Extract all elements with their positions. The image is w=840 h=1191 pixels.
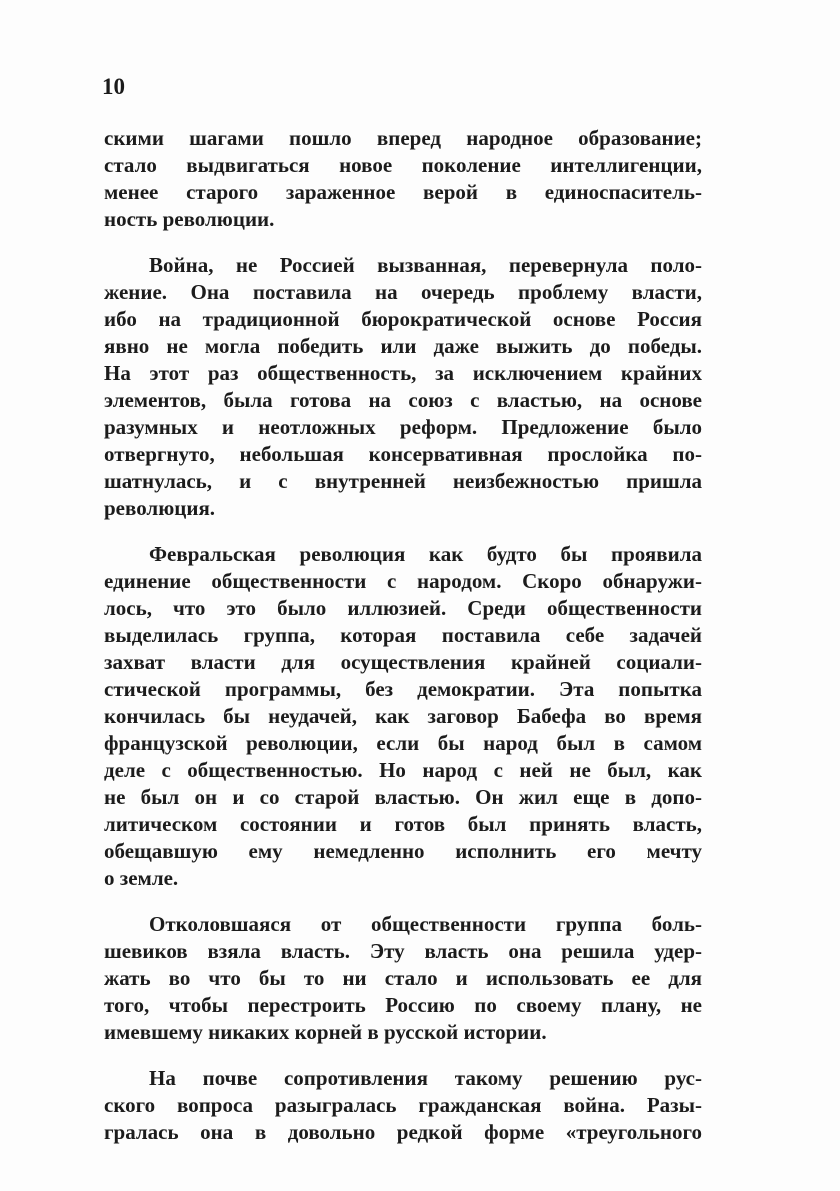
text-line: Отколовшаяся от общественности группа боль-	[149, 912, 702, 936]
text-line: не был он и со старой властью. Он жил еще в допо-	[104, 785, 702, 809]
text-line: выделилась группа, которая поставила себе задачей	[104, 623, 702, 647]
text-line: разумных и неотложных реформ. Предложение было	[104, 415, 702, 439]
text-line: кончилась бы неудачей, как заговор Бабефа во время	[104, 704, 702, 728]
text-line: революция.	[104, 496, 216, 520]
text-line: французской революции, если бы народ был в самом	[104, 731, 702, 755]
text-line: ность революции.	[104, 207, 275, 231]
text-line: единение общественности с народом. Скоро обнаружи-	[104, 569, 702, 593]
text-line: отвергнуто, небольшая консервативная прослойка по-	[104, 442, 702, 466]
paragraph	[104, 1065, 702, 1146]
text-line: Война, не Россией вызванная, перевернула поло-	[149, 253, 702, 277]
text-line: о земле.	[104, 866, 179, 890]
text-line: деле с общественностью. Но народ с ней не был, как	[104, 758, 702, 782]
paragraph	[104, 125, 702, 233]
paragraph	[104, 541, 702, 892]
text-line: стало выдвигаться новое поколение интеллигенции,	[104, 153, 702, 177]
text-line: менее старого зараженное верой в единоспаситель-	[104, 180, 702, 204]
text-line: захват власти для осуществления крайней социали-	[104, 650, 702, 674]
text-line: жать во что бы то ни стало и использовать ее для	[104, 966, 702, 990]
text-line: явно не могла победить или даже выжить до победы.	[104, 334, 702, 358]
text-line: шевиков взяла власть. Эту власть она решила удер-	[104, 939, 702, 963]
text-line: лось, что это было иллюзией. Среди общественности	[104, 596, 702, 620]
text-line: литическом состоянии и готов был принять власть,	[104, 812, 702, 836]
text-line: Февральская революция как будто бы проявила	[149, 542, 702, 566]
paragraph	[104, 911, 702, 1046]
body-text	[104, 125, 702, 1165]
text-line: жение. Она поставила на очередь проблему власти,	[104, 280, 702, 304]
text-line: ского вопроса разыгралась гражданская война. Разы-	[104, 1093, 702, 1117]
text-line: имевшему никаких корней в русской истории.	[104, 1020, 547, 1044]
text-line: На этот раз общественность, за исключением крайних	[104, 361, 702, 385]
text-line: того, чтобы перестроить Россию по своему плану, не	[104, 993, 702, 1017]
text-line: шатнулась, и с внутренней неизбежностью пришла	[104, 469, 702, 493]
paragraph	[104, 252, 702, 522]
text-line: гралась она в довольно редкой форме «треугольного	[104, 1120, 702, 1144]
text-line: скими шагами пошло вперед народное образование;	[104, 126, 702, 150]
text-line: На почве сопротивления такому решению рус-	[149, 1066, 702, 1090]
page-number: 10	[102, 74, 125, 99]
text-line: стической программы, без демократии. Эта попытка	[104, 677, 702, 701]
text-line: элементов, была готова на союз с властью, на основе	[104, 388, 702, 412]
text-line: обещавшую ему немедленно исполнить его мечту	[104, 839, 702, 863]
text-line: ибо на традиционной бюрократической основе Россия	[104, 307, 702, 331]
